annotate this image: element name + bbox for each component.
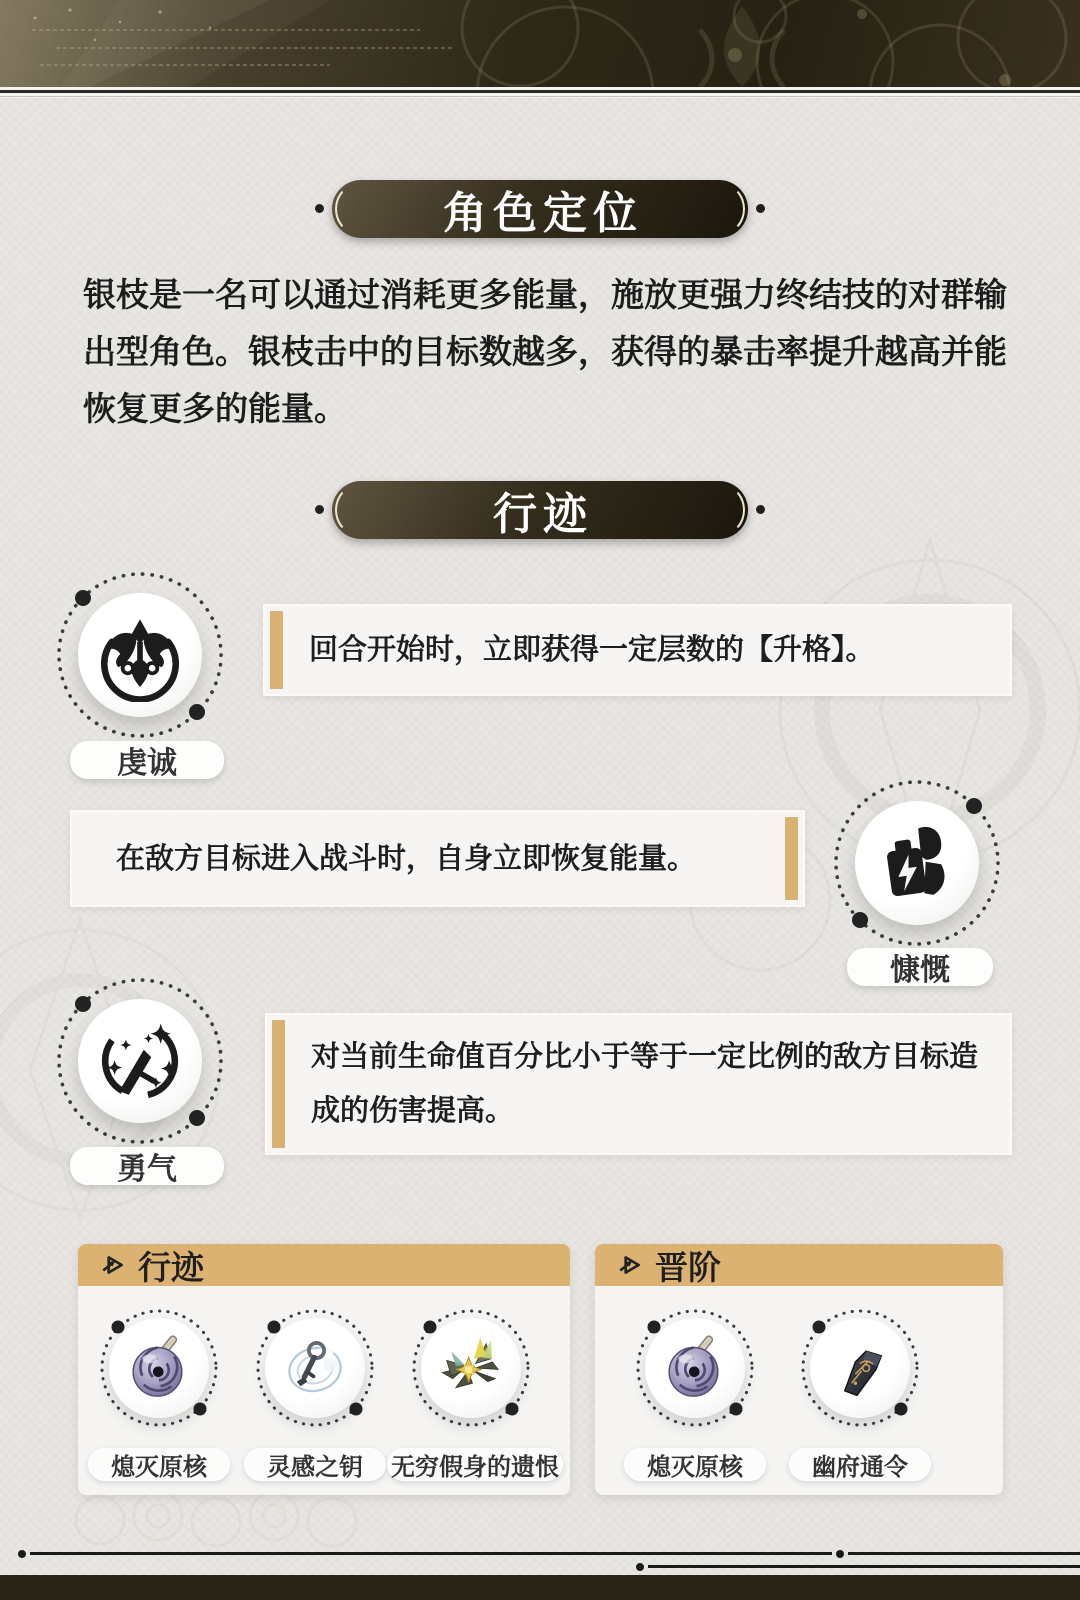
trace-name: 慷慨 [890, 954, 950, 987]
material-item [796, 1304, 924, 1432]
material-name-pill [88, 1448, 230, 1481]
trace-icon-circle [78, 593, 202, 717]
trace-description-box [263, 604, 1012, 696]
footer-line [30, 1552, 832, 1555]
gold-accent-bar [270, 611, 283, 689]
footer-dark-bar [0, 1575, 1080, 1600]
trace-description: 回合开始时，立即获得一定层数的【升格】。 [309, 634, 875, 666]
devotion-emblem-icon [93, 608, 187, 702]
material-name-pill [789, 1448, 931, 1481]
generosity-emblem-icon [870, 816, 964, 910]
regret-of-infinite-ochema-icon [433, 1330, 509, 1406]
trace-description: 对当前生命值百分比小于等于一定比例的敌方目标造成的伤害提高。 [311, 1041, 979, 1127]
banner-crescent-right [701, 485, 745, 535]
banner-dot-left [315, 204, 324, 213]
footer-line [648, 1565, 1080, 1568]
courage-emblem-icon [93, 1014, 187, 1108]
trace-name-pill [70, 741, 224, 779]
gold-accent-bar [272, 1020, 285, 1148]
banner-crescent-left [335, 485, 379, 535]
material-item [95, 1304, 223, 1432]
materials-panel-traces [78, 1244, 570, 1495]
material-name: 幽府通令 [812, 1454, 908, 1481]
material-item [251, 1304, 379, 1432]
trace-description-box [265, 1013, 1012, 1155]
material-icon-circle [810, 1318, 910, 1418]
trace-devotion [52, 567, 228, 743]
gold-accent-bar [785, 817, 798, 900]
material-name-pill [624, 1448, 766, 1481]
material-name-pill [244, 1448, 386, 1481]
panel-title: 行迹 [138, 1248, 204, 1286]
material-name: 熄灭原核 [111, 1454, 207, 1481]
material-name: 灵感之钥 [267, 1454, 363, 1481]
trace-name: 勇气 [117, 1153, 177, 1186]
panel-header [78, 1244, 570, 1286]
material-name: 熄灭原核 [647, 1454, 743, 1481]
footer-line [848, 1552, 1080, 1555]
banner-dot-right [756, 204, 765, 213]
materials-panel-ascension [595, 1244, 1003, 1495]
banner-dot-left [315, 505, 324, 514]
trace-courage [52, 973, 228, 1149]
section-banner-role [332, 180, 748, 238]
arrow-bullet-icon [100, 1252, 126, 1278]
trace-icon-circle [78, 999, 202, 1123]
material-icon-circle [109, 1318, 209, 1418]
header-separator-thinline [0, 96, 1080, 97]
material-item [631, 1304, 759, 1432]
key-of-inspiration-icon [277, 1330, 353, 1406]
header-separator-line [0, 90, 1080, 93]
trace-name-pill [70, 1147, 224, 1185]
material-item [407, 1304, 535, 1432]
material-name-pill [387, 1448, 563, 1481]
section-banner-traces [332, 481, 748, 539]
header-ornament [0, 0, 1080, 87]
footer-line-dot [18, 1550, 26, 1558]
extinguished-core-icon [657, 1330, 733, 1406]
panel-title: 晋阶 [655, 1248, 721, 1286]
arrow-bullet-icon [617, 1252, 643, 1278]
ornament-watermark-bottom [40, 1486, 600, 1556]
footer-line-dot [836, 1550, 844, 1558]
footer-line-dot [636, 1563, 644, 1571]
trace-icon-circle [855, 801, 979, 925]
trace-name: 虔诚 [117, 747, 177, 780]
material-name: 无穷假身的遗恨 [391, 1454, 559, 1481]
banner-crescent-right [701, 184, 745, 234]
banner-crescent-left [335, 184, 379, 234]
trace-generosity [829, 775, 1005, 951]
panel-header [595, 1244, 1003, 1286]
role-description: 银枝是一名可以通过消耗更多能量，施放更强力终结技的对群输出型角色。银枝击中的目标数越多，获得的暴击率提升越高并能恢复更多的能量。 [83, 276, 1007, 427]
banner-dot-right [756, 505, 765, 514]
material-icon-circle [421, 1318, 521, 1418]
trace-description-box [70, 810, 805, 907]
trace-name-pill [847, 948, 993, 986]
material-icon-circle [265, 1318, 365, 1418]
decorative-header-banner [0, 0, 1080, 87]
trace-description: 在敌方目标进入战斗时，自身立即恢复能量。 [116, 842, 697, 875]
section-title-traces: 行迹 [493, 490, 593, 539]
extinguished-core-icon [121, 1330, 197, 1406]
section-title-role: 角色定位 [443, 189, 643, 238]
material-icon-circle [645, 1318, 745, 1418]
netherworld-token-icon [822, 1330, 898, 1406]
